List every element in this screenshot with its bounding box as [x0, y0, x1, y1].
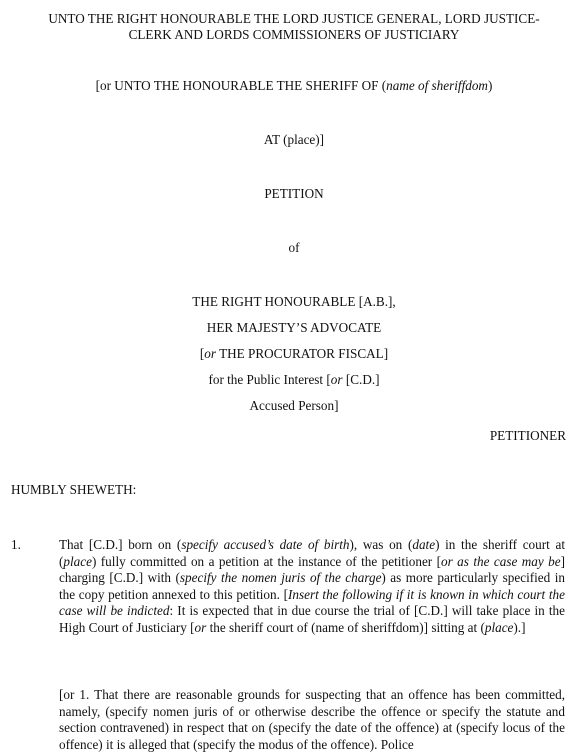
petitioner-line-3: [0, 346, 588, 363]
of-word: of: [288, 240, 300, 255]
humbly-sheweth: HUMBLY SHEWETH:: [11, 482, 137, 497]
alt-court-suffix: ): [487, 78, 493, 93]
petitioner-line-5: Accused Person]: [249, 398, 339, 413]
header-line-2: CLERK AND LORDS COMMISSIONERS OF JUSTICIARY: [128, 27, 460, 42]
at-place-line: AT (place)]: [263, 132, 325, 147]
petitioner-line-4-b: [C.D.]: [342, 372, 380, 387]
alternative-court-line: [0, 78, 588, 95]
petition-title: PETITION: [264, 186, 324, 201]
petitioner-line-2: HER MAJESTY’S ADVOCATE: [206, 320, 382, 335]
petitioner-line-3-rest: THE PROCURATOR FISCAL]: [216, 346, 389, 361]
petitioner-line-3-open: [: [199, 346, 205, 361]
petitioner-line-4: [0, 372, 588, 389]
alt-court-italic: name of sheriffdom: [386, 78, 488, 93]
paragraph-1: That [C.D.] born on (specify accused’s date of birth), was on (date) in the sheriff court at (place) fully committed on a petition at the instance of the petitioner [or as the case may be] charging [C.D.] with (specify the nomen juris of the charge) as more particularly specified in the copy petition annexed to this petition. [Insert the following if it is known in which court the case will be indicted: It is expected that in due course the trial of [C.D.] will take place in the High Court of Justiciary [or the sheriff court of (name of sheriffdom)] sitting at (place).]: [59, 537, 566, 635]
header-line-1: UNTO THE RIGHT HONOURABLE THE LORD JUSTICE GENERAL, LORD JUSTICE-: [48, 11, 540, 26]
petitioner-line-4-a: for the Public Interest [: [208, 372, 331, 387]
petitioner-line-3-or: or: [204, 346, 217, 361]
petitioner-line-1: THE RIGHT HONOURABLE [A.B.],: [192, 294, 396, 309]
petitioner-line-4-or: or: [330, 372, 343, 387]
petitioner-label: PETITIONER: [489, 428, 566, 443]
paragraph-1-alternative: [or 1. That there are reasonable grounds for suspecting that an offence has been committed, namely, (specify nomen juris of or otherwise describe the offence or specify the statute and section contravened) in respect that on (specify the date of the offence) at (specify locus of the offence) it is alleged that (specify the modus of the offence). Police: [59, 687, 565, 752]
paragraph-1-number: 1.: [11, 537, 21, 552]
alt-court-prefix: [or UNTO THE HONOURABLE THE SHERIFF OF (: [95, 78, 387, 93]
